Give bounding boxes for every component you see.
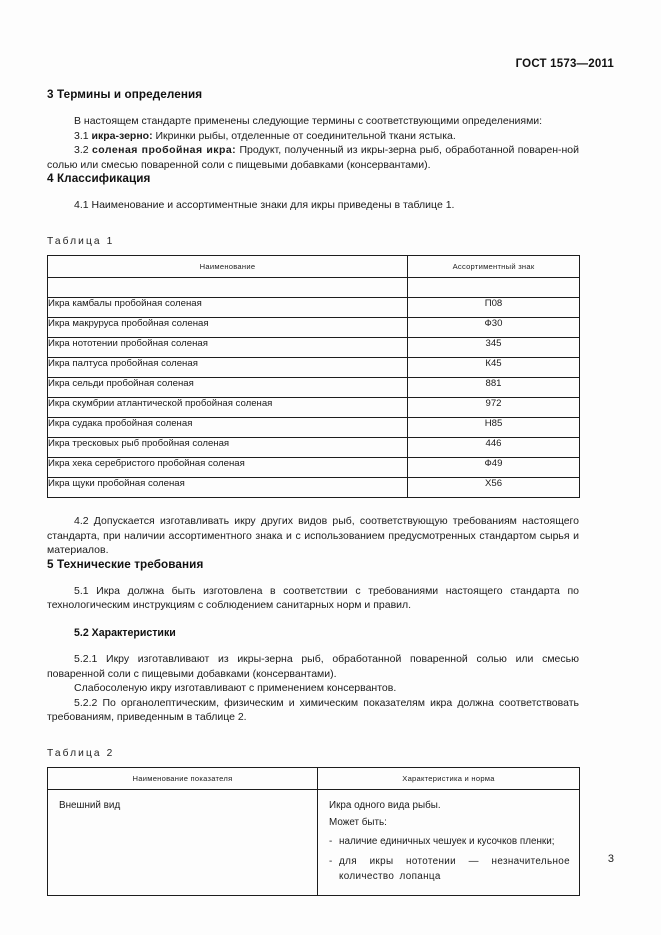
term-3-1-name: икра-зерно: [91,129,153,142]
document-content [47,88,579,896]
table-row [48,477,580,497]
table-2-header-characteristic: Характеристика и норма [318,767,580,789]
paragraph-4-1: 4.1 Наименование и ассортиментные знаки для икры приведены в таблице 1. [74,199,455,212]
table-1-cell-name: Икра щуки пробойная соленая [48,477,408,497]
term-3-2-definition: Продукт, полученный из икры-зерна рыб, обработанной поварен-ной солью или смесью поваренной соли с пищевыми добавками (консервантами). [47,144,580,171]
table-2-cell-characteristic [318,789,580,895]
table-1-cell-name: Икра палтуса пробойная соленая [48,357,408,377]
table-1-cell-name: Икра тресковых рыб пробойная соленая [48,437,408,457]
table-1-cell-name: Икра нототении пробойная соленая [48,337,408,357]
section-5-2-heading: 5.2 Характеристики [74,626,176,639]
table-row [48,337,580,357]
table-1-cell-mark: Ф30 [408,317,580,337]
section-3-heading: 3 Термины и определения [47,88,203,101]
table-row [48,377,580,397]
characteristic-line-2: Может быть: [329,816,387,828]
table-1-cell-mark: 881 [408,377,580,397]
table-1-header-row [48,255,580,277]
paragraph-4-2: 4.2 Допускается изготавливать икру других видов рыб, соответствующую требованиям настоящего стандарта, при наличии ассортиментного знака и с использованием предусмотренных стандартом сырья и материалов. [47,514,579,557]
table-1-header-mark: Ассортиментный знак [408,255,580,277]
term-3-1-number: 3.1 [74,129,89,142]
table-1-cell-mark: Ф49 [408,457,580,477]
table-1 [47,255,580,498]
table-row [48,317,580,337]
table-1-header-name: Наименование [48,255,408,277]
table-1-caption: Таблица 1 [47,235,115,247]
table-row [48,437,580,457]
section-5-heading: 5 Технические требования [47,557,204,571]
table-2-caption: Таблица 2 [47,747,115,759]
table-2 [47,767,580,896]
table-row [48,357,580,377]
characteristic-line-1: Икра одного вида рыбы. [329,799,441,811]
term-3-1-definition: Икринки рыбы, отделенные от соединительной ткани ястыка. [155,129,456,142]
standard-header: ГОСТ 1573—2011 [515,58,614,70]
table-1-cell-mark: Х56 [408,477,580,497]
list-item: - для икры нототении — незначительное количество лопанца [329,854,570,885]
table-1-cell-mark: 446 [408,437,580,457]
table-2-header-row [48,767,580,789]
table-2-cell-indicator: Внешний вид [48,789,318,895]
table-1-cell-name: Икра камбалы пробойная соленая [48,297,408,317]
table-1-cell-name: Икра сельди пробойная соленая [48,377,408,397]
table-1-cell-mark: Н85 [408,417,580,437]
term-3-2-number: 3.2 [74,144,89,157]
table-1-cell-mark: К45 [408,357,580,377]
table-row [48,789,580,895]
table-1-header-rule [48,277,580,297]
table-2-header-indicator: Наименование показателя [48,767,318,789]
table-row [48,457,580,477]
table-1-cell-name: Икра макруруса пробойная соленая [48,317,408,337]
table-1-cell-name: Икра судака пробойная соленая [48,417,408,437]
list-item: - наличие единичных чешуек и кусочков пленки; [329,834,570,850]
table-1-cell-name: Икра хека серебристого пробойная соленая [48,457,408,477]
section-3-intro: В настоящем стандарте применены следующие термины с соответствующими определениями: [74,115,543,127]
table-row [48,417,580,437]
term-3-2-name: соленая пробойная икра: [92,144,237,157]
paragraph-5-2-2: 5.2.2 По органолептическим, физическим и химическим показателям икра должна соответствовать требованиям, приведенным в таблице 2. [47,696,579,724]
paragraph-5-2-1b: Слабосоленую икру изготавливают с применением консервантов. [74,682,397,695]
term-3-1 [47,129,579,144]
term-3-2 [47,143,579,172]
table-1-cell-name: Икра скумбрии атлантической пробойная соленая [48,397,408,417]
paragraph-5-2-1: 5.2.1 Икру изготавливают из икры-зерна рыб, обработанной поваренной солью или смесью поваренной соли с пищевыми добавками (консервантами). [47,652,579,680]
paragraph-5-1: 5.1 Икра должна быть изготовлена в соответствии с требованиями настоящего стандарта по технологическим инструкциям с соблюдением санитарных норм и правил. [47,584,579,612]
table-1-cell-mark: 972 [408,397,580,417]
table-row [48,397,580,417]
characteristic-bullet-list [329,834,570,885]
table-1-cell-mark: П08 [408,297,580,317]
table-row [48,297,580,317]
table-1-cell-mark: 345 [408,337,580,357]
section-4-heading: 4 Классификация [47,172,151,186]
page-number: 3 [607,853,614,865]
